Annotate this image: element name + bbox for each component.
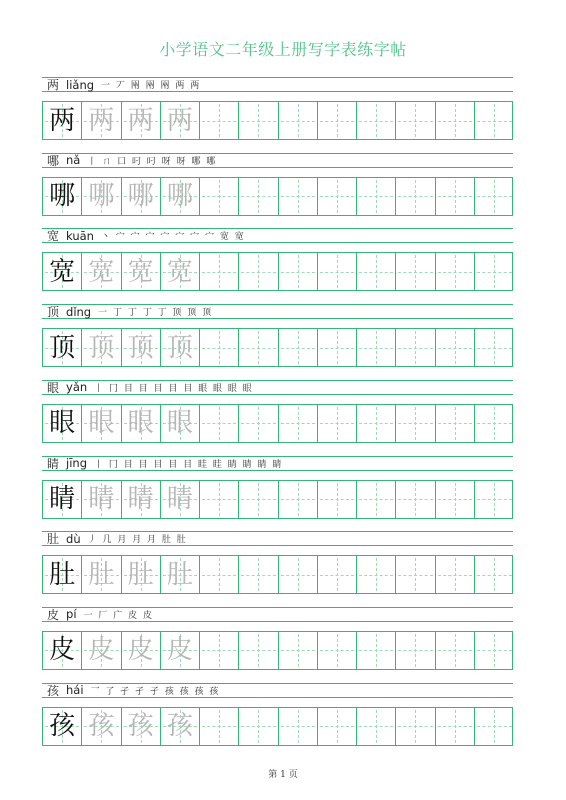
writing-cell[interactable] xyxy=(161,481,200,518)
pinyin-label: dù xyxy=(66,531,81,546)
guide-line xyxy=(337,255,338,288)
stroke-order: 丨 冂 目 目 目 目 目 眼 眼 眼 眼 xyxy=(94,383,254,394)
trace-character: 宽 xyxy=(88,256,115,287)
trace-character: 皮 xyxy=(127,635,154,666)
guide-line xyxy=(494,255,495,288)
guide-line xyxy=(337,634,338,667)
writing-cell[interactable] xyxy=(200,102,239,139)
writing-cell[interactable] xyxy=(318,253,357,290)
rule-line xyxy=(42,167,513,168)
writing-cell[interactable] xyxy=(279,405,318,442)
writing-cell[interactable] xyxy=(279,708,318,745)
writing-cell[interactable] xyxy=(239,632,278,669)
pinyin-label: pí xyxy=(66,607,77,622)
page-number: 第 1 页 xyxy=(268,770,298,780)
guide-line xyxy=(376,634,377,667)
guide-line xyxy=(337,483,338,516)
guide-line xyxy=(415,255,416,288)
writing-cell[interactable] xyxy=(357,405,396,442)
writing-cell[interactable] xyxy=(318,405,357,442)
writing-cell[interactable] xyxy=(200,481,239,518)
writing-cell[interactable] xyxy=(279,329,318,366)
model-character: 孩 xyxy=(49,711,76,742)
model-character: 宽 xyxy=(49,256,76,287)
writing-cell[interactable] xyxy=(43,102,82,139)
writing-cell[interactable] xyxy=(122,102,161,139)
guide-line xyxy=(376,710,377,743)
writing-cell[interactable] xyxy=(161,632,200,669)
guide-line xyxy=(298,558,299,591)
character-label: 顶 xyxy=(47,305,60,320)
writing-cell[interactable] xyxy=(279,556,318,593)
guide-line xyxy=(455,407,456,440)
writing-cell[interactable] xyxy=(318,556,357,593)
writing-cell[interactable] xyxy=(357,632,396,669)
writing-cell[interactable] xyxy=(122,405,161,442)
writing-cell[interactable] xyxy=(475,329,514,366)
pinyin-label: dǐng xyxy=(66,304,92,319)
writing-cell[interactable] xyxy=(200,178,239,215)
character-label: 两 xyxy=(47,78,60,92)
character-info xyxy=(47,608,153,621)
trace-character: 宽 xyxy=(127,256,154,287)
writing-cell[interactable] xyxy=(436,253,475,290)
character-label: 皮 xyxy=(47,607,60,622)
guide-line xyxy=(258,710,259,743)
guide-line xyxy=(494,331,495,364)
rule-line xyxy=(42,318,513,319)
writing-cell[interactable] xyxy=(357,481,396,518)
trace-character: 肚 xyxy=(166,559,193,590)
writing-grid xyxy=(42,555,513,594)
guide-line xyxy=(258,483,259,516)
character-info xyxy=(47,532,187,545)
trace-character: 眼 xyxy=(166,408,193,439)
stroke-order: 丶 宀 宀 宀 宀 宀 宀 宀 宽 宽 xyxy=(100,232,246,243)
character-info xyxy=(47,78,201,91)
guide-line xyxy=(258,634,259,667)
model-character: 皮 xyxy=(49,635,76,666)
writing-cell[interactable] xyxy=(279,253,318,290)
character-info xyxy=(47,305,213,318)
writing-cell[interactable] xyxy=(82,405,121,442)
character-label: 孩 xyxy=(47,683,60,698)
writing-cell[interactable] xyxy=(357,253,396,290)
writing-cell[interactable] xyxy=(318,708,357,745)
writing-cell[interactable] xyxy=(396,253,435,290)
trace-character: 眼 xyxy=(88,408,115,439)
writing-cell[interactable] xyxy=(122,632,161,669)
guide-line xyxy=(455,634,456,667)
writing-cell[interactable] xyxy=(396,632,435,669)
rule-line xyxy=(42,621,513,622)
writing-cell[interactable] xyxy=(436,102,475,139)
writing-cell[interactable] xyxy=(475,405,514,442)
writing-cell[interactable] xyxy=(43,556,82,593)
writing-cell[interactable] xyxy=(239,253,278,290)
writing-cell[interactable] xyxy=(43,405,82,442)
guide-line xyxy=(219,104,220,137)
writing-cell[interactable] xyxy=(43,253,82,290)
writing-cell[interactable] xyxy=(396,405,435,442)
trace-character: 两 xyxy=(166,105,193,136)
guide-line xyxy=(219,407,220,440)
writing-cell[interactable] xyxy=(122,253,161,290)
stroke-order: 丨 ㄇ 口 叼 叼 呀 呀 哪 哪 xyxy=(87,156,217,167)
writing-cell[interactable] xyxy=(396,178,435,215)
writing-cell[interactable] xyxy=(82,253,121,290)
pinyin-label: jīng xyxy=(66,456,87,470)
writing-cell[interactable] xyxy=(239,481,278,518)
guide-line xyxy=(376,104,377,137)
trace-character: 两 xyxy=(88,105,115,136)
writing-grid xyxy=(42,480,513,519)
guide-line xyxy=(415,558,416,591)
stroke-order: 一 丁 丁 丁 丁 顶 顶 顶 xyxy=(98,308,213,319)
guide-line xyxy=(376,180,377,213)
model-character: 睛 xyxy=(49,484,76,514)
writing-cell[interactable] xyxy=(43,708,82,745)
writing-cell[interactable] xyxy=(475,632,514,669)
trace-character: 顶 xyxy=(127,332,154,363)
trace-character: 顶 xyxy=(88,332,115,363)
writing-cell[interactable] xyxy=(122,708,161,745)
writing-cell[interactable] xyxy=(357,708,396,745)
pinyin-label: yǎn xyxy=(66,380,88,395)
guide-line xyxy=(494,407,495,440)
trace-character: 孩 xyxy=(88,711,115,742)
guide-line xyxy=(219,634,220,667)
guide-line xyxy=(455,180,456,213)
guide-line xyxy=(219,558,220,591)
pinyin-label: nǎ xyxy=(66,153,81,168)
guide-line xyxy=(415,407,416,440)
guide-line xyxy=(219,710,220,743)
guide-line xyxy=(376,331,377,364)
writing-cell[interactable] xyxy=(239,708,278,745)
model-character: 顶 xyxy=(49,332,76,363)
stroke-order: 丿 几 月 月 月 肚 肚 xyxy=(87,535,188,546)
writing-cell[interactable] xyxy=(82,481,121,518)
guide-line xyxy=(455,104,456,137)
writing-cell[interactable] xyxy=(436,556,475,593)
writing-cell[interactable] xyxy=(43,178,82,215)
writing-cell[interactable] xyxy=(436,481,475,518)
writing-cell[interactable] xyxy=(475,253,514,290)
rule-line xyxy=(42,545,513,546)
guide-line xyxy=(258,407,259,440)
character-info xyxy=(47,457,283,470)
writing-cell[interactable] xyxy=(279,632,318,669)
guide-line xyxy=(337,180,338,213)
practice-entry xyxy=(42,531,513,606)
writing-cell[interactable] xyxy=(82,632,121,669)
writing-cell[interactable] xyxy=(357,329,396,366)
writing-cell[interactable] xyxy=(475,481,514,518)
writing-cell[interactable] xyxy=(82,556,121,593)
guide-line xyxy=(455,255,456,288)
writing-grid xyxy=(42,631,513,670)
trace-character: 肚 xyxy=(88,559,115,590)
guide-line xyxy=(337,558,338,591)
writing-cell[interactable] xyxy=(396,708,435,745)
guide-line xyxy=(298,104,299,137)
practice-entry xyxy=(42,77,513,152)
guide-line xyxy=(298,483,299,516)
writing-cell[interactable] xyxy=(318,481,357,518)
writing-cell[interactable] xyxy=(200,253,239,290)
guide-line xyxy=(455,710,456,743)
practice-entry xyxy=(42,304,513,379)
writing-cell[interactable] xyxy=(436,708,475,745)
writing-cell[interactable] xyxy=(43,481,82,518)
guide-line xyxy=(415,483,416,516)
guide-line xyxy=(376,255,377,288)
writing-cell[interactable] xyxy=(475,178,514,215)
guide-line xyxy=(376,483,377,516)
pinyin-label: liǎng xyxy=(66,77,95,92)
guide-line xyxy=(337,331,338,364)
model-character: 哪 xyxy=(49,181,76,212)
writing-grid xyxy=(42,101,513,140)
writing-cell[interactable] xyxy=(43,329,82,366)
practice-entry xyxy=(42,456,513,531)
guide-line xyxy=(219,331,220,364)
stroke-order: 一 厂 广 皮 皮 xyxy=(83,610,154,621)
guide-line xyxy=(415,710,416,743)
writing-grid xyxy=(42,177,513,216)
trace-character: 肚 xyxy=(127,559,154,590)
guide-line xyxy=(494,180,495,213)
guide-line xyxy=(298,710,299,743)
rule-line xyxy=(42,394,513,395)
writing-cell[interactable] xyxy=(239,329,278,366)
writing-cell[interactable] xyxy=(475,708,514,745)
writing-grid xyxy=(42,707,513,746)
writing-cell[interactable] xyxy=(200,405,239,442)
guide-line xyxy=(494,104,495,137)
guide-line xyxy=(415,634,416,667)
guide-line xyxy=(455,483,456,516)
writing-cell[interactable] xyxy=(239,556,278,593)
writing-cell[interactable] xyxy=(436,178,475,215)
guide-line xyxy=(415,180,416,213)
guide-line xyxy=(376,407,377,440)
practice-entry xyxy=(42,380,513,455)
rule-line xyxy=(42,697,513,698)
character-label: 肚 xyxy=(47,532,60,547)
character-label: 睛 xyxy=(47,456,60,471)
rule-line xyxy=(42,91,513,92)
writing-cell[interactable] xyxy=(161,329,200,366)
writing-cell[interactable] xyxy=(122,481,161,518)
trace-character: 睛 xyxy=(166,484,193,514)
writing-cell[interactable] xyxy=(200,556,239,593)
writing-cell[interactable] xyxy=(318,329,357,366)
writing-cell[interactable] xyxy=(436,329,475,366)
writing-cell[interactable] xyxy=(43,632,82,669)
trace-character: 哪 xyxy=(127,181,154,212)
model-character: 两 xyxy=(49,105,76,136)
guide-line xyxy=(455,331,456,364)
writing-cell[interactable] xyxy=(239,178,278,215)
trace-character: 哪 xyxy=(88,181,115,212)
trace-character: 睛 xyxy=(88,484,115,514)
guide-line xyxy=(337,407,338,440)
guide-line xyxy=(337,104,338,137)
guide-line xyxy=(219,180,220,213)
writing-cell[interactable] xyxy=(122,329,161,366)
pinyin-label: hái xyxy=(66,683,84,698)
character-label: 哪 xyxy=(47,153,60,168)
character-info xyxy=(47,229,245,242)
writing-cell[interactable] xyxy=(318,632,357,669)
writing-cell[interactable] xyxy=(82,102,121,139)
guide-line xyxy=(455,558,456,591)
model-character: 肚 xyxy=(49,559,76,590)
writing-cell[interactable] xyxy=(436,632,475,669)
guide-line xyxy=(298,407,299,440)
writing-cell[interactable] xyxy=(82,708,121,745)
writing-cell[interactable] xyxy=(279,178,318,215)
writing-cell[interactable] xyxy=(200,708,239,745)
trace-character: 眼 xyxy=(127,408,154,439)
writing-cell[interactable] xyxy=(357,178,396,215)
trace-character: 孩 xyxy=(166,711,193,742)
practice-entry xyxy=(42,683,513,758)
writing-grid xyxy=(42,328,513,367)
writing-cell[interactable] xyxy=(239,405,278,442)
model-character: 眼 xyxy=(49,408,76,439)
character-label: 宽 xyxy=(47,229,60,244)
writing-cell[interactable] xyxy=(161,556,200,593)
guide-line xyxy=(219,255,220,288)
writing-cell[interactable] xyxy=(396,329,435,366)
writing-grid xyxy=(42,404,513,443)
trace-character: 哪 xyxy=(166,181,193,212)
writing-cell[interactable] xyxy=(357,102,396,139)
guide-line xyxy=(298,331,299,364)
trace-character: 两 xyxy=(127,105,154,136)
writing-cell[interactable] xyxy=(475,556,514,593)
writing-cell[interactable] xyxy=(357,556,396,593)
practice-entry xyxy=(42,153,513,228)
character-info xyxy=(47,381,253,394)
guide-line xyxy=(258,104,259,137)
guide-line xyxy=(337,710,338,743)
writing-cell[interactable] xyxy=(396,481,435,518)
writing-cell[interactable] xyxy=(239,102,278,139)
writing-cell[interactable] xyxy=(475,102,514,139)
character-info xyxy=(47,684,220,697)
writing-cell[interactable] xyxy=(122,178,161,215)
writing-cell[interactable] xyxy=(318,102,357,139)
writing-cell[interactable] xyxy=(200,632,239,669)
guide-line xyxy=(258,558,259,591)
writing-cell[interactable] xyxy=(279,102,318,139)
writing-cell[interactable] xyxy=(436,405,475,442)
character-label: 眼 xyxy=(47,380,60,395)
pinyin-label: kuān xyxy=(66,228,94,243)
writing-cell[interactable] xyxy=(82,178,121,215)
guide-line xyxy=(298,255,299,288)
character-info xyxy=(47,154,217,167)
stroke-order: 乛 了 孑 孑 孑 孩 孩 孩 孩 xyxy=(90,686,220,697)
practice-entry xyxy=(42,607,513,682)
rule-line xyxy=(42,470,513,471)
guide-line xyxy=(258,331,259,364)
guide-line xyxy=(298,634,299,667)
writing-cell[interactable] xyxy=(161,708,200,745)
trace-character: 宽 xyxy=(166,256,193,287)
writing-cell[interactable] xyxy=(396,102,435,139)
writing-cell[interactable] xyxy=(122,556,161,593)
guide-line xyxy=(219,483,220,516)
trace-character: 孩 xyxy=(127,711,154,742)
guide-line xyxy=(494,483,495,516)
trace-character: 皮 xyxy=(88,635,115,666)
guide-line xyxy=(415,104,416,137)
writing-cell[interactable] xyxy=(279,481,318,518)
writing-cell[interactable] xyxy=(82,329,121,366)
writing-cell[interactable] xyxy=(161,102,200,139)
stroke-order: 一 丆 㒳 㒳 㒳 两 两 xyxy=(101,81,201,91)
trace-character: 顶 xyxy=(166,332,193,363)
guide-line xyxy=(298,180,299,213)
writing-cell[interactable] xyxy=(161,253,200,290)
writing-cell[interactable] xyxy=(161,178,200,215)
guide-line xyxy=(258,180,259,213)
rule-line xyxy=(42,242,513,243)
writing-cell[interactable] xyxy=(200,329,239,366)
stroke-order: 丨 冂 目 目 目 目 目 眭 眭 睛 睛 睛 睛 xyxy=(94,459,283,470)
guide-line xyxy=(494,634,495,667)
writing-grid xyxy=(42,252,513,291)
page-title: 小学语文二年级上册写字表练字帖 xyxy=(159,40,407,59)
guide-line xyxy=(494,710,495,743)
trace-character: 睛 xyxy=(127,484,154,514)
guide-line xyxy=(258,255,259,288)
guide-line xyxy=(494,558,495,591)
guide-line xyxy=(415,331,416,364)
writing-cell[interactable] xyxy=(396,556,435,593)
writing-cell[interactable] xyxy=(161,405,200,442)
guide-line xyxy=(376,558,377,591)
writing-cell[interactable] xyxy=(318,178,357,215)
trace-character: 皮 xyxy=(166,635,193,666)
practice-entry xyxy=(42,228,513,303)
